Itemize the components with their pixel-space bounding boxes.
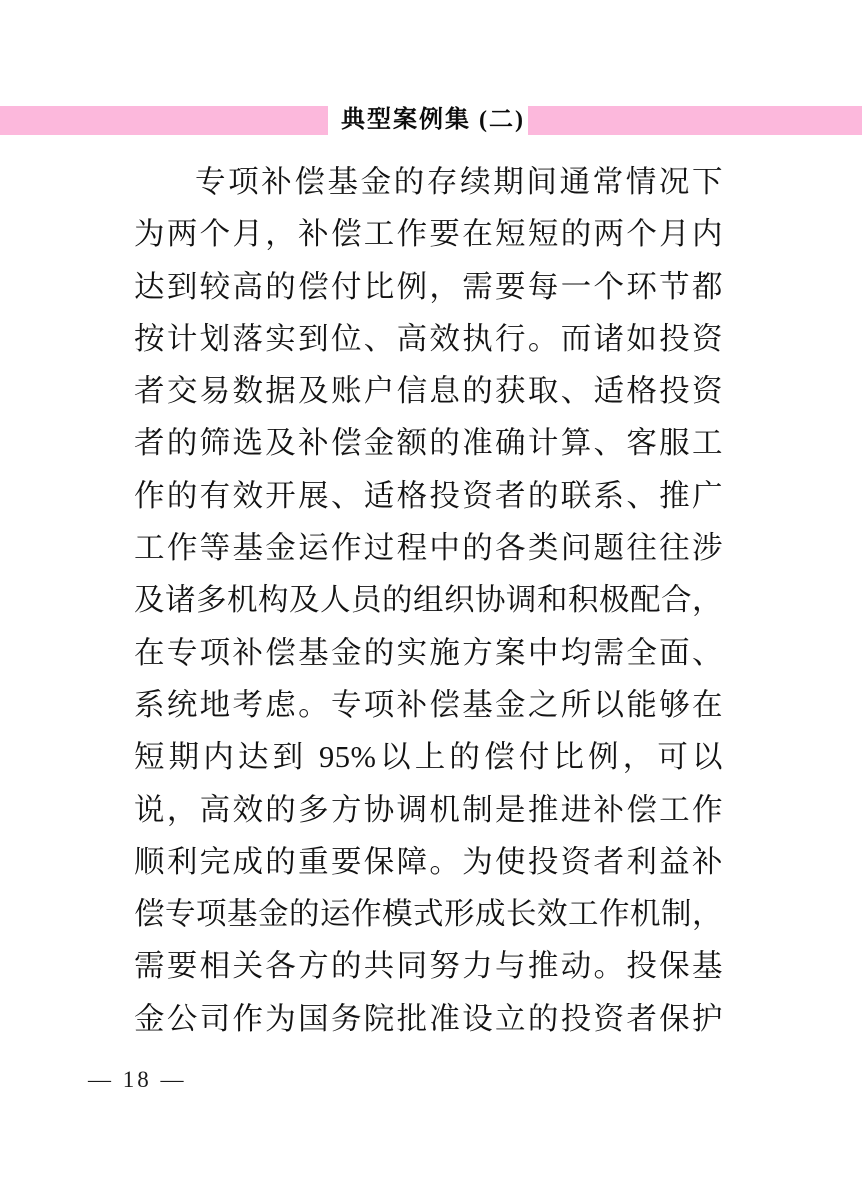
text-line: 顺利完成的重要保障。为使投资者利益补: [134, 844, 723, 879]
header-band-right: [528, 106, 862, 135]
text-line: 金公司作为国务院批准设立的投资者保护: [134, 1001, 723, 1036]
text-line: 者的筛选及补偿金额的准确计算、客服工: [134, 426, 723, 461]
running-head-title: 典型案例集 (二): [341, 107, 525, 133]
text-line: 达到较高的偿付比例，需要每一个环节都: [134, 269, 723, 304]
text-line: 在专项补偿基金的实施方案中均需全面、: [134, 635, 723, 670]
text-line: 为两个月，补偿工作要在短短的两个月内: [134, 217, 723, 252]
text-line: 及诸多机构及人员的组织协调和积极配合，: [134, 583, 723, 618]
text-line: 工作等基金运作过程中的各类问题往往涉: [134, 531, 723, 566]
text-line: 短期内达到 95%以上的偿付比例，可以: [134, 740, 723, 775]
text-line: 说，高效的多方协调机制是推进补偿工作: [134, 792, 723, 827]
text-line: 偿专项基金的运作模式形成长效工作机制，: [134, 897, 723, 932]
text-line: 者交易数据及账户信息的获取、适格投资: [134, 374, 723, 409]
text-line: 专项补偿基金的存续期间通常情况下: [195, 165, 723, 199]
text-line: 按计划落实到位、高效执行。而诸如投资: [134, 321, 723, 356]
text-line: 需要相关各方的共同努力与推动。投保基: [134, 949, 723, 984]
text-line: 作的有效开展、适格投资者的联系、推广: [134, 478, 723, 513]
page-number: — 18 —: [88, 1067, 187, 1092]
body-paragraph: [134, 156, 723, 1045]
text-line: 系统地考虑。专项补偿基金之所以能够在: [134, 687, 723, 722]
